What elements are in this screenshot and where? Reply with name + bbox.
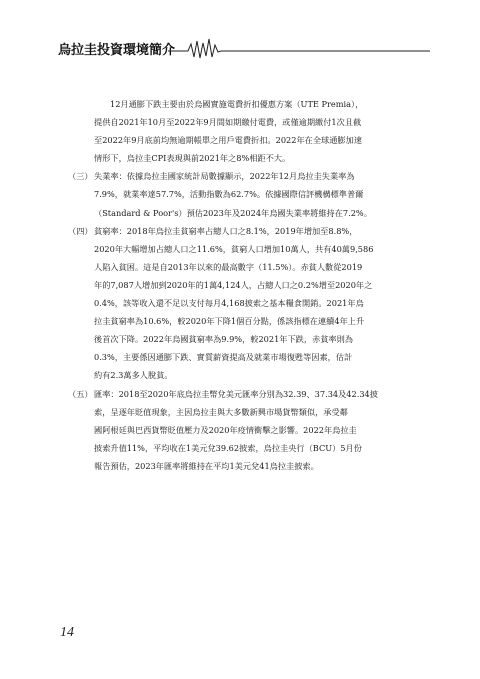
section-line: 約有2.3萬多人脫貧。: [94, 370, 173, 381]
intro-line: 至2022年9月底前均無逾期帳單之用戶電費折扣。2022年在全球通膨加速: [94, 135, 362, 146]
section-number: （三）: [68, 171, 93, 182]
section-line: （Standard & Poor's）預估2023年及2024年烏國失業率將維持在7.2%。: [94, 207, 372, 218]
page-header: [58, 36, 428, 62]
page-number: 14: [60, 625, 74, 640]
section-line: 0.3%，主要係因通膨下跌、實質薪資提高及就業市場復甦等因素，估計: [94, 352, 353, 363]
section-line: 年的7,087人增加到2020年的1萬4,124人，占總人口之0.2%增至2020年之: [94, 279, 373, 290]
exchange-rate-section: [68, 385, 420, 475]
section-line: 2020年大幅增加占總人口之11.6%，貧窮人口增加10萬人，共有40萬9,586: [94, 243, 374, 254]
section-number: （五）: [68, 388, 93, 399]
intro-line: 12月通膨下跌主要由於烏國實施電費折扣優惠方案（UTE Premia），: [110, 99, 364, 109]
intro-line: 提供自2021年10月至2022年9月間如期繳付電費，或僅逾期繳付1次且截: [94, 117, 362, 128]
section-line: 0.4%，該等收入還不足以支付每月4,168披索之基本糧食開銷。2021年烏: [94, 298, 364, 309]
section-line: 國阿根廷與巴西貨幣貶值壓力及2020年疫情衝擊之影響。2022年烏拉圭: [94, 424, 357, 435]
section-line: 人陷入貧困。這是自2013年以來的最高數字（11.5%）。赤貧人數從2019: [94, 261, 363, 272]
section-number: （四）: [68, 225, 93, 236]
header-title: 烏拉圭投資環境簡介: [58, 43, 176, 58]
header-wave-line: [168, 36, 430, 60]
section-line: 匯率：2018至2020年底烏拉圭幣兌美元匯率分別為32.39、37.34及42.34披: [94, 388, 378, 399]
body-text: [68, 95, 420, 475]
section-line: 披索升值11%，平均收在1美元兌39.62披索，烏拉圭央行（BCU）5月份: [94, 442, 362, 453]
section-line: 失業率：依據烏拉圭國家統計局數據顯示，2022年12月烏拉圭失業率為: [94, 171, 355, 182]
unemployment-section: [68, 167, 420, 221]
section-line: 拉圭貧窮率為10.6%，較2020年下降1個百分點，係該指標在連續4年上升: [94, 316, 365, 327]
poverty-section: [68, 222, 420, 385]
intro-line: 情形下，烏拉圭CPI表現與前2021年之8%相距不大。: [94, 153, 291, 164]
section-line: 索，呈逐年貶值現象，主因烏拉圭與大多數新興市場貨幣類似，承受鄰: [94, 406, 348, 417]
section-line: 貧窮率：2018年烏拉圭貧窮率占總人口之8.1%，2019年增加至8.8%，: [94, 225, 358, 236]
section-line: 7.9%，就業率達57.7%，活動指數為62.7%。依據國際信評機構標準普爾: [94, 189, 364, 200]
section-line: 報告預估，2023年匯率將維持在平均1美元兌41烏拉圭披索。: [94, 460, 319, 471]
intro-paragraph: [94, 95, 420, 167]
section-line: 後首次下降。2022年烏國貧窮率為9.9%，較2021年下跌，赤貧率則為: [94, 334, 353, 345]
